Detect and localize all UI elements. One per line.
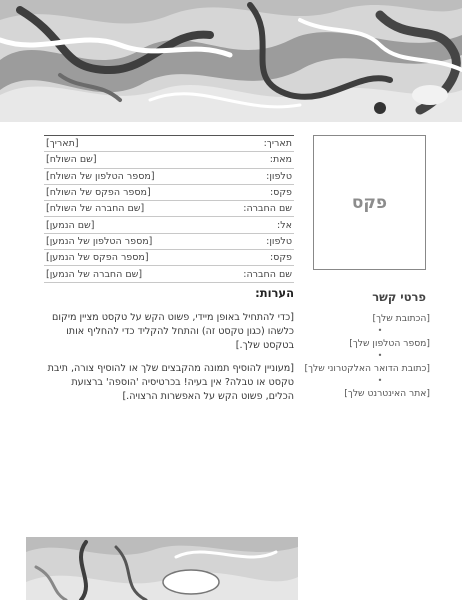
notes-paragraph[interactable]: [כדי להתחיל באופן מיידי, פשוט הקש על טקסט מציין מיקום כלשהו (כגון טקסט זה) והתחל להקליד כדי להחליף אותו בטקסט שלך.] [52, 312, 294, 351]
fax-label: שם החברה: [243, 268, 292, 280]
fax-label: מאת: [269, 154, 292, 166]
fax-row-sender-phone [44, 169, 294, 185]
fax-value-sender-phone[interactable]: [מספר הטלפון של השולח] [46, 170, 155, 182]
fax-row-date [44, 136, 294, 152]
fax-row-sender-company [44, 201, 294, 217]
bullet-separator: • [377, 376, 383, 385]
fax-label: טלפון: [266, 170, 292, 182]
fax-value-recipient-phone[interactable]: [מספר הטלפון של הנמען] [46, 235, 153, 247]
contact-email[interactable]: [כתובת הדואר האלקטרוני שלך] [304, 363, 430, 374]
fax-label: שם החברה: [243, 203, 292, 215]
marble-header-image [0, 0, 462, 122]
fax-row-recipient-company [44, 266, 294, 282]
fax-label: אל: [277, 219, 292, 231]
contact-list [304, 312, 430, 400]
fax-value-sender-company[interactable]: [שם החברה של השולח] [46, 203, 145, 215]
fax-header-table [44, 135, 294, 283]
fax-value-recipient-company[interactable]: [שם החברה של הנמען] [46, 268, 143, 280]
fax-label: תאריך: [263, 138, 292, 150]
fax-row-from [44, 152, 294, 168]
notes-heading: הערות: [255, 286, 294, 300]
fax-label: פקס: [269, 252, 292, 264]
fax-label: טלפון: [266, 235, 292, 247]
fax-row-recipient-phone [44, 234, 294, 250]
contact-phone[interactable]: [מספר הטלפון שלך] [349, 338, 430, 349]
marble-footer-image [26, 537, 298, 600]
contact-address[interactable]: [הכתובת שלך] [372, 313, 430, 324]
fax-value-sender-name[interactable]: [שם השולח] [46, 154, 97, 166]
notes-body[interactable] [44, 311, 294, 413]
fax-label: פקס: [269, 187, 292, 199]
fax-value-date[interactable]: [תאריך] [46, 138, 79, 150]
fax-title-box [313, 135, 426, 270]
contact-website[interactable]: [אתר האינטרנט שלך] [344, 388, 430, 399]
bullet-separator: • [377, 351, 383, 360]
notes-paragraph[interactable]: [מעוניין להוסיף תמונה מהקבצים שלך או להוסיף צורה, תיבת טקסט או טבלה? אין בעיה! בכרטיסיה 'הוספה' ברצועת הכלים, פשוט הקש על האפשרות הרצויה.] [47, 363, 294, 402]
fax-value-recipient-fax[interactable]: [מספר הפקס של הנמען] [46, 252, 149, 264]
fax-value-recipient-name[interactable]: [שם הנמען] [46, 219, 95, 231]
fax-row-to [44, 217, 294, 233]
fax-row-recipient-fax [44, 250, 294, 266]
fax-row-sender-fax [44, 185, 294, 201]
bullet-separator: • [377, 326, 383, 335]
fax-value-sender-fax[interactable]: [מספר הפקס של השולח] [46, 187, 151, 199]
fax-title[interactable]: פקס [351, 192, 388, 213]
contact-heading: פרטי קשר [372, 290, 426, 304]
